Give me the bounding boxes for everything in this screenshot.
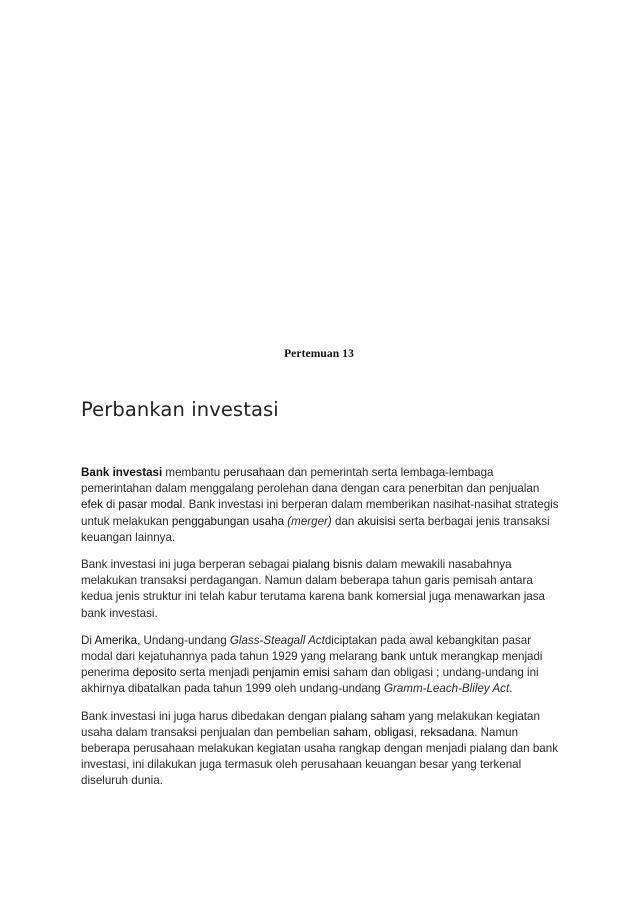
italic-term: Gramm-Leach-Bliley Act: [383, 682, 510, 696]
text-run: . Namun beberapa perusahaan melakukan kegiatan usaha rangkap dengan menjadi pialang dan bank investasi, ini dilakukan juga termasuk oleh perusahaan keuangan besar yang terkenal diseluruh dunia.: [81, 725, 558, 788]
text-run: dan: [331, 514, 358, 528]
text-run: ,: [413, 725, 421, 739]
wiki-link[interactable]: saham: [333, 725, 368, 739]
paragraph: [81, 709, 563, 790]
text-run: serta berbagai jenis transaksi keuangan lainnya.: [81, 514, 550, 544]
wiki-link[interactable]: perusahaan: [223, 466, 285, 479]
wiki-link[interactable]: akuisisi: [357, 514, 396, 528]
text-run: dalam mewakili nasabahnya melakukan transaksi perdagangan. Namun dalam beberapa tahun garis pemisah antara kedua jenis struktur ini telah kabur terutama karena bank komersial juga menawarkan jasa bank investasi.: [81, 558, 545, 620]
text-run: .: [509, 682, 513, 696]
text-run: . Bank investasi ini berperan dalam memberikan nasihat-nasihat strategis untuk melakukan: [81, 498, 559, 528]
bold-term: Bank investasi: [81, 466, 163, 479]
wiki-link[interactable]: obligasi: [374, 725, 414, 739]
text-run: yang melakukan kegiatan usaha dalam transaksi penjualan dan pembelian: [81, 709, 540, 739]
text-run: Bank investasi ini juga berperan sebagai: [81, 558, 293, 572]
text-run: dan pemerintah serta lembaga-lembaga pemerintahan dalam menggalang perolehan dana dengan cara penerbitan dan penjualan: [81, 466, 540, 496]
text-run: membantu: [162, 466, 224, 479]
text-run: Di: [81, 633, 95, 647]
text-run: Bank investasi ini juga harus dibedakan dengan: [81, 709, 330, 723]
section-title: Perbankan investasi: [81, 398, 279, 421]
italic-term: (merger): [287, 514, 332, 528]
wiki-link[interactable]: reksadana: [420, 725, 475, 739]
wiki-link[interactable]: Amerika: [94, 633, 138, 647]
text-run: , Undang-undang: [137, 633, 230, 647]
paragraph: [81, 557, 563, 622]
wiki-link[interactable]: pialang bisnis: [292, 558, 363, 572]
wiki-link[interactable]: pasar modal: [118, 498, 183, 512]
italic-term: Glass-Steagall Act: [229, 633, 325, 647]
wiki-link[interactable]: penggabungan usaha: [171, 514, 285, 528]
paragraph: [81, 633, 563, 698]
meeting-label: Pertemuan 13: [284, 348, 354, 360]
wiki-link[interactable]: pialang saham: [329, 709, 406, 723]
wiki-link[interactable]: deposito: [132, 666, 177, 680]
wiki-link[interactable]: penjamin emisi: [252, 666, 330, 680]
wiki-link[interactable]: bank: [380, 650, 406, 664]
text-run: saham dan obligasi ; undang-undang ini akhirnya dibatalkan pada tahun 1999 oleh undang-undang: [81, 666, 539, 696]
body-text: [81, 465, 563, 801]
paragraph: [81, 465, 563, 546]
text-run: untuk merangkap menjadi penerima: [81, 650, 543, 680]
text-run: di: [102, 498, 119, 512]
text-run: serta menjadi: [176, 666, 253, 680]
wiki-link[interactable]: efek: [81, 498, 103, 512]
text-run: diciptakan pada awal kebangkitan pasar modal dari kejatuhannya pada tahun 1929 yang melarang: [81, 633, 532, 664]
text-run: ,: [367, 725, 375, 739]
